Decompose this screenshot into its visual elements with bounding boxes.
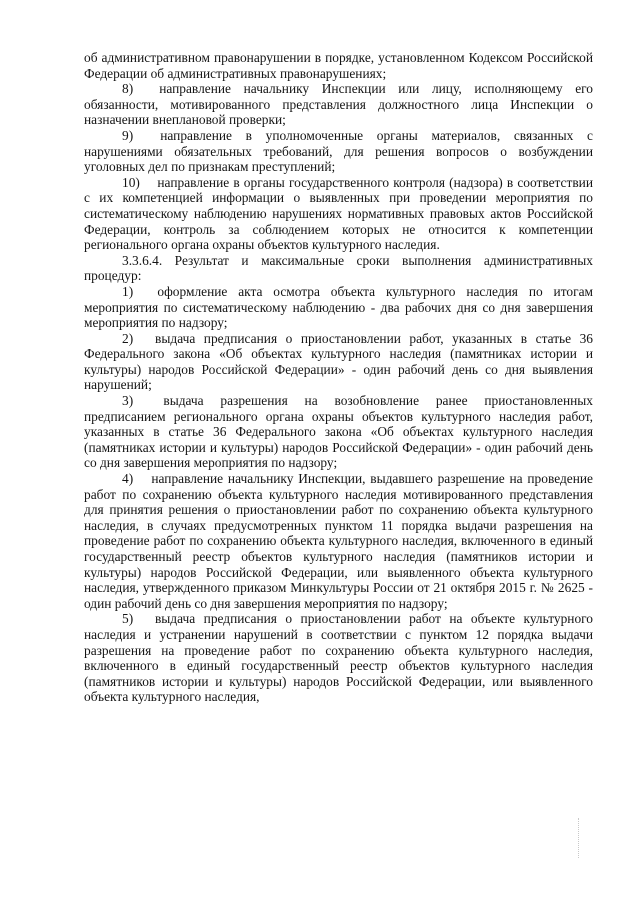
list-item-10: 10) направление в органы государственного контроля (надзора) в соответствии с их компетенцией информации о выявленных при проведении мероприятия по систематическому наблюдению нарушениях нормативных правовых актов Российской Федерации, контроль за соблюдением которых не относится к компетенции регионального органа охраны объектов культурного наследия. — [84, 174, 593, 253]
result-item-4: 4) направление начальнику Инспекции, выдавшего разрешение на проведение работ по сохранению объекта культурного наследия мотивированного представления для принятия решения о приостановлении работ по сохранению объекта культурного наследия, в случаях предусмотренных пунктом 11 порядка выдачи разрешения на проведение работ по сохранению объекта культурного наследия, включенного в единый государственный реестр объектов культурного наследия (памятников истории и культуры) народов Российской Федерации, или выявленного объекта культурного наследия, утвержденного приказом Минкультуры России от 21 октября 2015 г. № 2625 - один рабочий день со дня завершения мероприятия по надзору; — [84, 471, 593, 611]
section-3-3-6-4-heading: 3.3.6.4. Результат и максимальные сроки выполнения административных процедур: — [84, 252, 593, 284]
result-item-2: 2) выдача предписания о приостановлении работ, указанных в статье 36 Федерального закона «Об объектах культурного наследия (памятниках истории и культуры) народов Российской Федерации» - один рабочий день со дня выявления нарушений; — [84, 330, 593, 393]
paragraph-continuation: об административном правонарушении в порядке, установленном Кодексом Российской Федерации об административных правонарушениях; — [84, 50, 593, 81]
document-body — [84, 50, 593, 705]
list-item-8: 8) направление начальнику Инспекции или лицу, исполняющему его обязанности, мотивированного представления должностного лица Инспекции о назначении внеплановой проверки; — [84, 81, 593, 128]
scan-margin-mark — [578, 818, 580, 858]
list-item-9: 9) направление в уполномоченные органы материалов, связанных с нарушениями обязательных требований, для решения вопросов о возбуждении уголовных дел по признакам преступлений; — [84, 127, 593, 175]
result-item-3: 3) выдача разрешения на возобновление ранее приостановленных предписанием регионального органа охраны объектов культурного наследия работ, указанных в статье 36 Федерального закона «Об объектах культурного наследия (памятниках истории и культуры) народов Российской Федерации» - один рабочий день со дня завершения мероприятия по надзору; — [84, 393, 593, 471]
result-item-5: 5) выдача предписания о приостановлении работ на объекте культурного наследия и устранении нарушений в соответствии с пунктом 12 порядка выдачи разрешения на проведение работ по сохранению объекта культурного наследия, включенного в единый государственный реестр объектов культурного наследия (памятников истории и культуры) народов Российской Федерации, или выявленного объекта культурного наследия, — [84, 611, 593, 705]
result-item-1: 1) оформление акта осмотра объекта культурного наследия по итогам мероприятия по систематическому наблюдению - два рабочих дня со дня завершения мероприятия по надзору; — [84, 283, 593, 331]
